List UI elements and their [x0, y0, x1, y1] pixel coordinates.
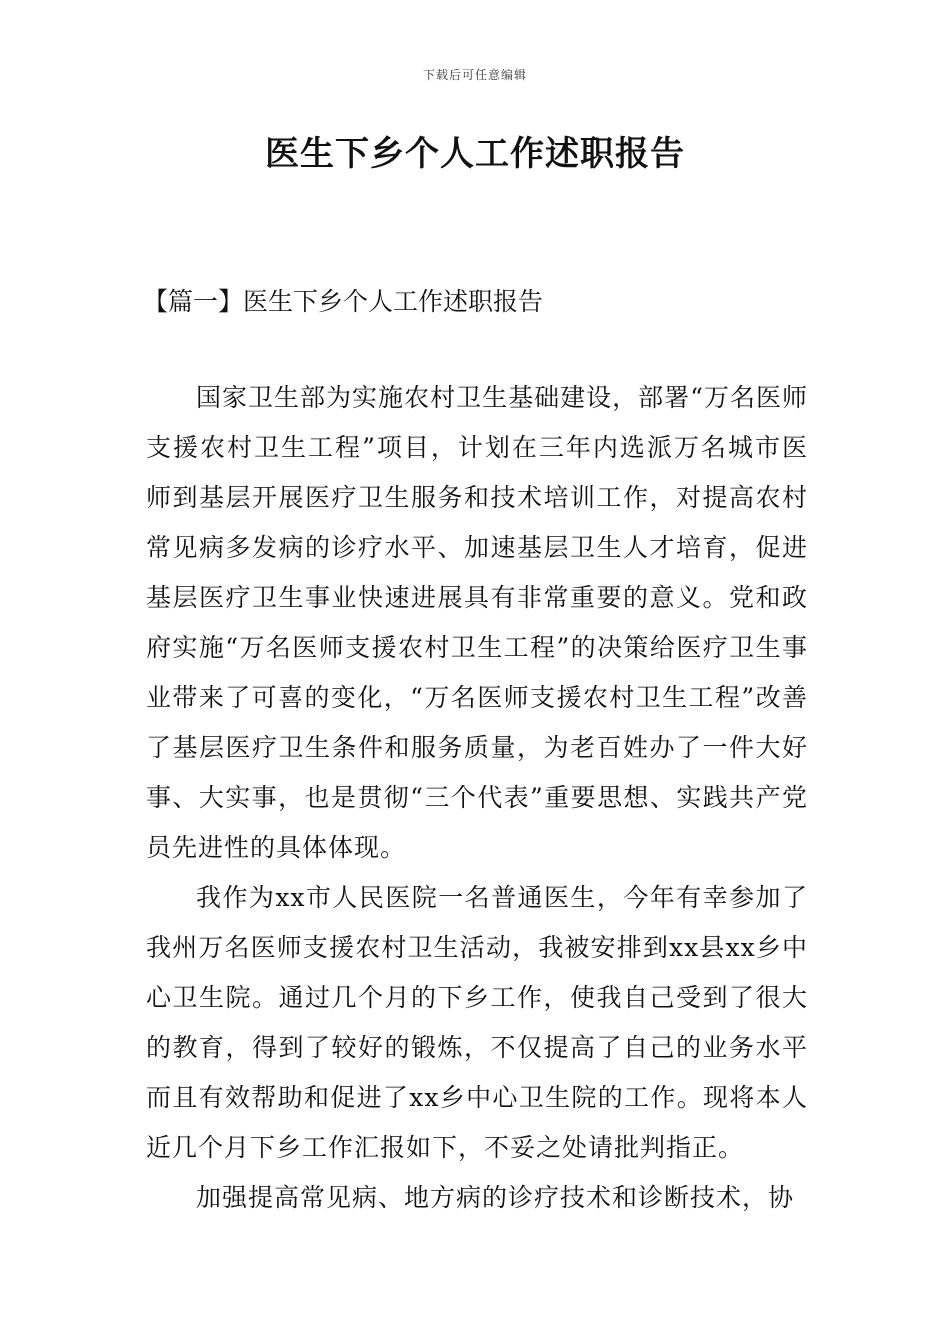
paragraph: 国家卫生部为实施农村卫生基础建设，部署“万名医师支援农村卫生工程”项目，计划在三年内选派万名城市医师到基层开展医疗卫生服务和技术培训工作，对提高农村常见病多发病的诊疗水平、加速基层卫生人才培育，促进基层医疗卫生事业快速进展具有非常重要的意义。党和政府实施“万名医师支援农村卫生工程”的决策给医疗卫生事业带来了可喜的变化，“万名医师支援农村卫生工程”改善了基层医疗卫生条件和服务质量，为老百姓办了一件大好事、大实事，也是贯彻“三个代表”重要思想、实践共产党员先进性的具体体现。	[146, 383, 808, 862]
section-heading: 【篇一】医生下乡个人工作述职报告	[143, 287, 544, 316]
header-note: 下载后可任意编辑	[422, 68, 527, 82]
body-text	[146, 373, 808, 1223]
document-title: 医生下乡个人工作述职报告	[265, 134, 685, 174]
paragraph: 加强提高常见病、地方病的诊疗技术和诊断技术，协	[196, 1183, 795, 1212]
paragraph: 我作为xx市人民医院一名普通医生，今年有幸参加了我州万名医师支援农村卫生活动，我被安排到xx县xx乡中心卫生院。通过几个月的下乡工作，使我自己受到了很大的教育，得到了较好的锻炼，不仅提高了自己的业务水平而且有效帮助和促进了xx乡中心卫生院的工作。现将本人近几个月下乡工作汇报如下，不妥之处请批判指正。	[146, 883, 808, 1162]
